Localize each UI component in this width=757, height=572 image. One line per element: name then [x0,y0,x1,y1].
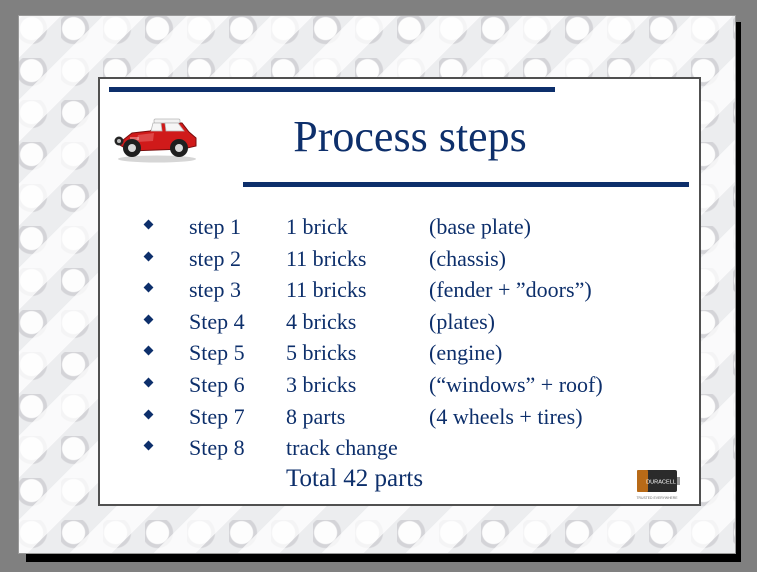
step-row-6 [100,369,699,401]
step-label: Step 6 [189,371,245,397]
step-quantity: 5 bricks [286,340,357,366]
step-note: (fender + ”doors”) [429,277,592,303]
diamond-bullet-icon [144,441,154,451]
step-quantity: 8 parts [286,403,346,429]
lego-car-icon [110,113,202,163]
step-quantity: 11 bricks [286,245,367,271]
content-box [98,77,701,506]
diamond-bullet-icon [144,283,154,293]
slide-title: Process steps [293,112,527,161]
step-note: (plates) [429,308,495,334]
step-label: Step 4 [189,308,245,334]
step-label: Step 7 [189,403,245,429]
steps-list [100,211,699,464]
step-row-4 [100,306,699,338]
step-quantity: 4 bricks [286,308,357,334]
battery-tagline-text: TRUSTED EVERYWHERE [636,496,678,500]
battery-brand-text: DURACELL [646,479,676,486]
step-note: (base plate) [429,214,531,239]
step-quantity: track change [286,435,398,461]
step-row-7 [100,401,699,433]
step-row-1 [100,211,699,243]
title-rule-bottom [243,182,689,187]
step-row-2 [100,243,699,275]
diamond-bullet-icon [144,378,154,388]
slide [18,15,736,554]
step-quantity: 1 brick [286,214,348,239]
battery-logo-icon [628,468,686,502]
diamond-bullet-icon [144,409,154,419]
step-quantity: 3 bricks [286,371,357,397]
step-row-3 [100,274,699,306]
step-note: (engine) [429,340,503,366]
step-label: Step 5 [189,340,245,366]
diamond-bullet-icon [144,220,154,230]
diamond-bullet-icon [144,251,154,261]
step-row-5 [100,337,699,369]
step-quantity: 11 bricks [286,277,367,303]
step-row-8 [100,432,699,464]
step-note: (4 wheels + tires) [429,403,583,429]
total-parts: Total 42 parts [286,465,424,492]
title-rule-top [109,87,555,92]
step-note: (chassis) [429,245,506,271]
step-label: step 2 [189,245,241,271]
step-label: step 1 [189,214,241,239]
diamond-bullet-icon [144,346,154,356]
step-label: step 3 [189,277,241,303]
diamond-bullet-icon [144,314,154,324]
step-label: Step 8 [189,435,245,461]
step-note: (“windows” + roof) [429,371,603,397]
